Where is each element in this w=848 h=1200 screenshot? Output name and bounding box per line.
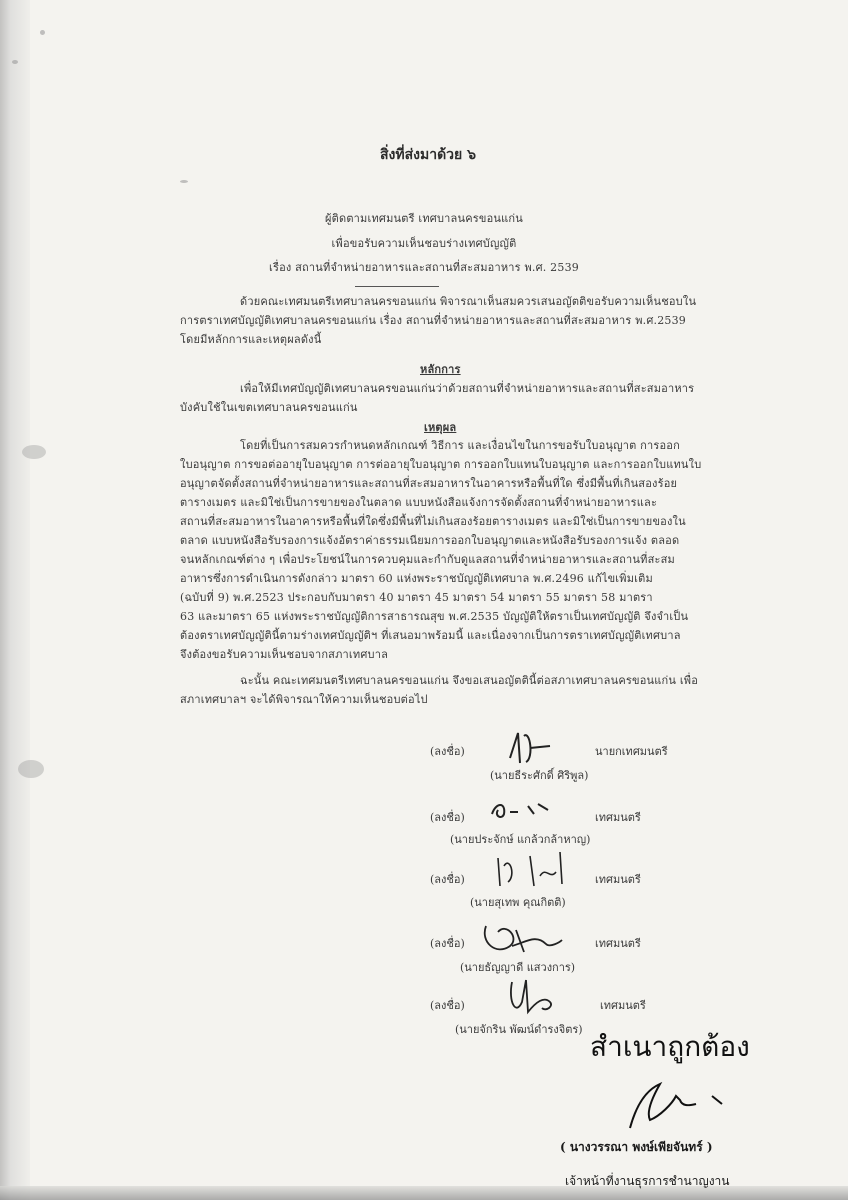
reason-line: อนุญาตจัดตั้งสถานที่จำหน่ายอาหารและสถานที่สะสมอาหารในอาคารหรือพื้นที่ใด ซึ่งมีพื้นที่เกินสองร้อย <box>180 477 678 490</box>
reason-line: ต้องตราเทศบัญญัตินี้ตามร่างเทศบัญญัติฯ ที่เสนอมาพร้อมนี้ และเนื่องจากเป็นการตราเทศบัญญัติเทศบาล <box>180 629 681 642</box>
signatory-name: (นายจักริน พัฒน์ดำรงจิตร) <box>455 1023 583 1036</box>
signatory-title: เทศมนตรี <box>600 999 646 1012</box>
reason-line: จึงต้องขอรับความเห็นชอบจากสภาเทศบาล <box>180 648 389 661</box>
header-line-1: ผู้ติดตามเทศมนตรี เทศบาลนครขอนแก่น <box>324 212 523 225</box>
signatory-prefix: (ลงชื่อ) <box>430 937 465 950</box>
closing-line-1: ฉะนั้น คณะเทศมนตรีเทศบาลนครขอนแก่น จึงขอเสนอญัตตินี้ต่อสภาเทศบาลนครขอนแก่น เพื่อ <box>240 674 699 687</box>
header-line-2: เพื่อขอรับความเห็นชอบร่างเทศบัญญัติ <box>331 237 517 250</box>
signatory-title: เทศมนตรี <box>595 937 641 950</box>
signatory-prefix: (ลงชื่อ) <box>430 745 465 758</box>
intro-line-1: ด้วยคณะเทศมนตรีเทศบาลนครขอนแก่น พิจารณาเห็นสมควรเสนอญัตติขอรับความเห็นชอบใน <box>240 295 697 308</box>
reason-line: ตารางเมตร และมิใช่เป็นการขายของในตลาด แบบหนังสือแจ้งการจัดตั้งสถานที่จำหน่ายอาหารและ <box>180 496 658 509</box>
scan-speck <box>22 445 46 459</box>
reason-line: (ฉบับที่ 9) พ.ศ.2523 ประกอบกับมาตรา 40 มาตรา 45 มาตรา 54 มาตรา 55 มาตรา 58 มาตรา <box>180 591 653 604</box>
principle-line-2: บังคับใช้ในเขตเทศบาลนครขอนแก่น <box>180 401 358 414</box>
signatory-name: (นายธัญญาดี แสวงการ) <box>460 961 576 974</box>
signatory-prefix: (ลงชื่อ) <box>430 811 465 824</box>
principle-heading: หลักการ <box>420 363 461 376</box>
reason-line: 63 และมาตรา 65 แห่งพระราชบัญญัติการสาธารณสุข พ.ศ.2535 บัญญัติให้ตราเป็นเทศบัญญัติ จึงจำเป็น <box>180 610 689 623</box>
reason-line: จนหลักเกณฑ์ต่าง ๆ เพื่อประโยชน์ในการควบคุมและกำกับดูแลสถานที่จำหน่ายอาหารและสถานที่สะสม <box>180 553 675 566</box>
reason-heading: เหตุผล <box>424 421 457 434</box>
signatory-name: (นายธีระศักดิ์ ศิริพูล) <box>490 769 589 782</box>
signature-mark <box>500 728 560 768</box>
principle-line-1: เพื่อให้มีเทศบัญญัติเทศบาลนครขอนแก่นว่าด้วยสถานที่จำหน่ายอาหารและสถานที่สะสมอาหาร <box>240 382 695 395</box>
intro-line-3: โดยมีหลักการและเหตุผลดังนี้ <box>180 333 322 346</box>
header-divider <box>355 286 439 287</box>
certifier-title: เจ้าหน้าที่งานธุรการชำนาญงาน <box>565 1174 730 1188</box>
signature-mark <box>488 796 558 824</box>
reason-line: โดยที่เป็นการสมควรกำหนดหลักเกณฑ์ วิธีการ และเงื่อนไขในการขอรับใบอนุญาต การออก <box>240 439 680 452</box>
certifier-signature-mark <box>616 1076 736 1136</box>
scan-edge-left <box>0 0 30 1200</box>
signatory-prefix: (ลงชื่อ) <box>430 999 465 1012</box>
scan-speck <box>12 60 18 64</box>
signatory-title: เทศมนตรี <box>595 873 641 886</box>
reason-line: อาหารซึ่งการดำเนินการดังกล่าว มาตรา 60 แห่งพระราชบัญญัติเทศบาล พ.ศ.2496 แก้ไขเพิ่มเติม <box>180 572 653 585</box>
reason-line: ตลาด แบบหนังสือรับรองการแจ้งอัตราค่าธรรมเนียมการออกใบอนุญาตและหนังสือรับรองการแจ้ง ตลอด <box>180 534 680 547</box>
closing-line-2: สภาเทศบาลฯ จะได้พิจารณาให้ความเห็นชอบต่อไป <box>180 693 428 706</box>
signatory-prefix: (ลงชื่อ) <box>430 873 465 886</box>
annex-label: สิ่งที่ส่งมาด้วย ๖ <box>380 147 476 163</box>
scan-speck <box>180 180 188 183</box>
scan-speck <box>40 30 45 35</box>
signature-mark <box>476 912 566 962</box>
signature-mark <box>506 972 566 1020</box>
reason-line: ใบอนุญาต การขอต่ออายุใบอนุญาต การต่ออายุใบอนุญาต การออกใบแทนใบอนุญาต และการออกใบแทนใบ <box>180 458 702 471</box>
signatory-name: (นายสุเทพ คุณกิตติ) <box>470 896 566 909</box>
signatory-title: เทศมนตรี <box>595 811 641 824</box>
certified-copy-text: สำเนาถูกต้อง <box>590 1030 750 1063</box>
scan-speck <box>18 760 44 778</box>
header-line-3: เรื่อง สถานที่จำหน่ายอาหารและสถานที่สะสมอาหาร พ.ศ. 2539 <box>269 261 579 274</box>
intro-line-2: การตราเทศบัญญัติเทศบาลนครขอนแก่น เรื่อง สถานที่จำหน่ายอาหารและสถานที่สะสมอาหาร พ.ศ.2539 <box>180 314 687 327</box>
reason-line: สถานที่สะสมอาหารในอาคารหรือพื้นที่ใดซึ่งมีพื้นที่ไม่เกินสองร้อยตารางเมตร และมิใช่เป็นการขายของใน <box>180 515 686 528</box>
signature-mark <box>490 846 580 894</box>
signatory-title: นายกเทศมนตรี <box>595 745 668 758</box>
certifier-name: ( นางวรรณา พงษ์เพียจันทร์ ) <box>560 1140 713 1154</box>
signatory-name: (นายประจักษ์ แกล้วกล้าหาญ) <box>450 833 591 846</box>
